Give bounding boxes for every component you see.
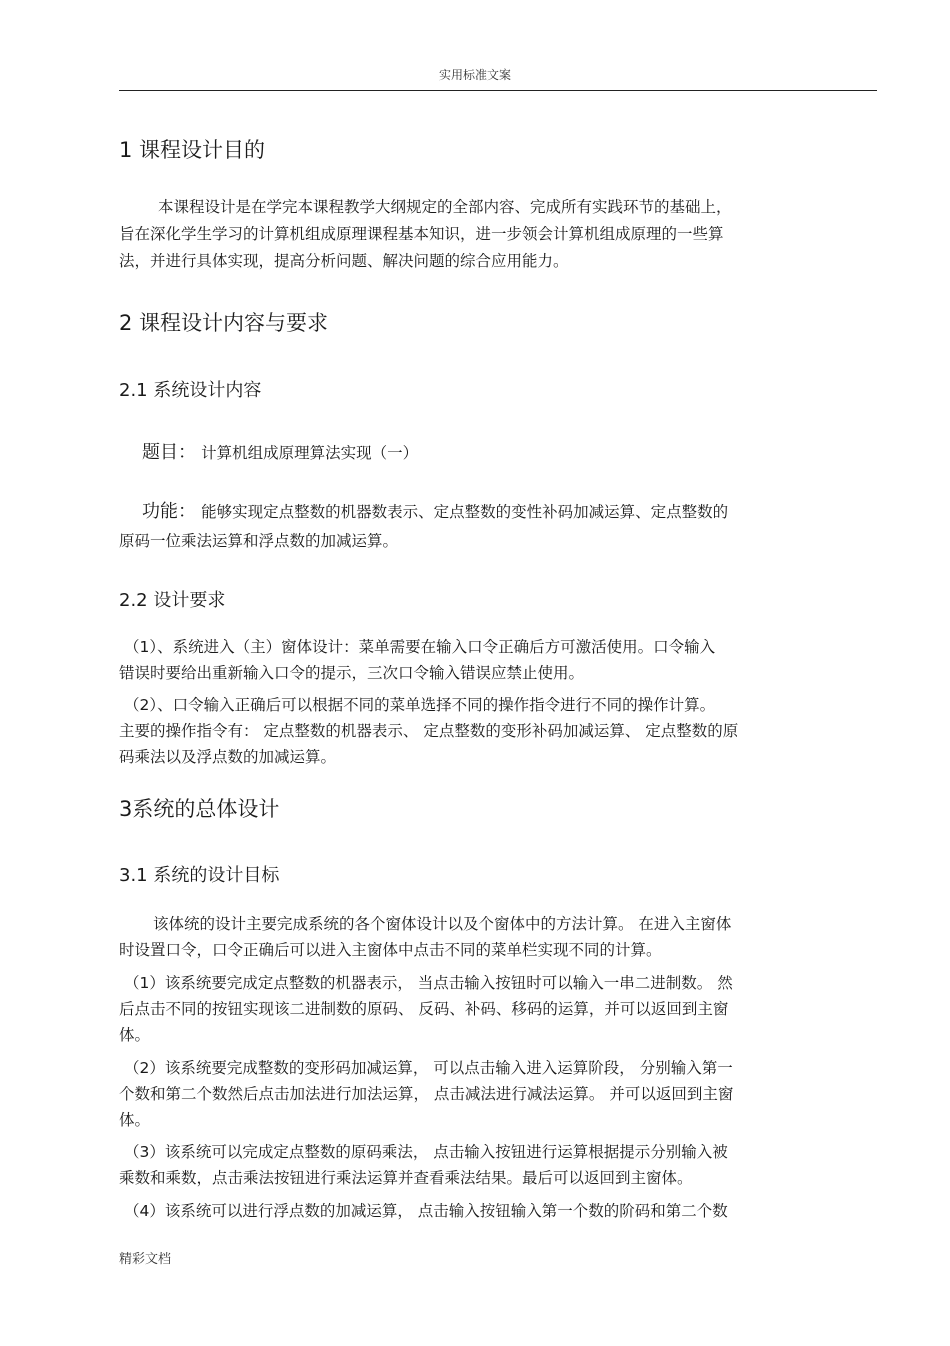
- paragraph-line: 旨在深化学生学习的计算机组成原理课程基本知识，进一步领会计算机组成原理的一些算: [119, 225, 724, 243]
- section-2-2-heading: 2.2 设计要求: [119, 590, 226, 611]
- section-1-heading: 1 课程设计目的: [119, 138, 266, 162]
- section-3-1-heading: 3.1 系统的设计目标: [119, 865, 280, 886]
- paragraph-line: 后点击不同的按钮实现该二进制数的原码、 反码、补码、移码的运算，并可以返回到主窗: [119, 1000, 729, 1018]
- paragraph-line: （2）该系统要完成整数的变形码加减运算， 可以点击输入进入运算阶段， 分别输入第一: [124, 1059, 733, 1077]
- function-text: 能够实现定点整数的机器数表示、定点整数的变性补码加减运算、定点整数的: [201, 503, 729, 521]
- topic-label: 题目：: [142, 442, 196, 463]
- function-line-2: 原码一位乘法运算和浮点数的加减运算。: [119, 532, 399, 550]
- design-item-4: [119, 1198, 864, 1224]
- paragraph-line: 法，并进行具体实现，提高分析问题、解决问题的综合应用能力。: [119, 252, 569, 270]
- design-item-1: [119, 970, 864, 1048]
- section-2-heading: 2 课程设计内容与要求: [119, 311, 329, 335]
- paragraph-line: 主要的操作指令有： 定点整数的机器表示、 定点整数的变形补码加减运算、 定点整数的原: [119, 722, 739, 740]
- function-label: 功能：: [142, 501, 196, 522]
- paragraph-line: （1）、系统进入（主）窗体设计：菜单需要在输入口令正确后方可激活使用。口令输入: [124, 638, 716, 656]
- section-3-1-intro: [119, 911, 864, 963]
- section-3-heading: 3系统的总体设计: [119, 797, 280, 821]
- paragraph-line: 体。: [119, 1111, 151, 1129]
- paragraph-line: （2）、口令输入正确后可以根据不同的菜单选择不同的操作指令进行不同的操作计算。: [124, 696, 716, 714]
- paragraph-line: 本课程设计是在学完本课程教学大纲规定的全部内容、完成所有实践环节的基础上，: [158, 198, 732, 216]
- design-item-3: [119, 1139, 864, 1191]
- topic-text: 计算机组成原理算法实现（一）: [201, 444, 419, 462]
- paragraph-line: 时设置口令，口令正确后可以进入主窗体中点击不同的菜单栏实现不同的计算。: [119, 941, 662, 959]
- paragraph-line: 码乘法以及浮点数的加减运算。: [119, 748, 337, 766]
- requirement-1: [119, 634, 859, 686]
- paragraph-line: 该体统的设计主要完成系统的各个窗体设计以及个窗体中的方法计算。 在进入主窗体: [153, 915, 732, 933]
- paragraph-line: （3）该系统可以完成定点整数的原码乘法， 点击输入按钮进行运算根据提示分别输入被: [124, 1143, 728, 1161]
- paragraph-line: （1）该系统要完成定点整数的机器表示， 当点击输入按钮时可以输入一串二进制数。 然: [124, 974, 733, 992]
- design-item-2: [119, 1055, 864, 1133]
- paragraph-line: 错误时要给出重新输入口令的提示，三次口令输入错误应禁止使用。: [119, 664, 585, 682]
- paragraph-line: 个数和第二个数然后点击加法进行加法运算， 点击减法进行减法运算。 并可以返回到主窗: [119, 1085, 734, 1103]
- section-2-1-heading: 2.1 系统设计内容: [119, 380, 262, 401]
- header-rule: [119, 90, 877, 91]
- requirement-2: [119, 692, 879, 770]
- paragraph-line: 乘数和乘数，点击乘法按钮进行乘法运算并查看乘法结果。最后可以返回到主窗体。: [119, 1169, 693, 1187]
- paragraph-line: 体。: [119, 1026, 151, 1044]
- paragraph-line: （4）该系统可以进行浮点数的加减运算， 点击输入按钮输入第一个数的阶码和第二个数: [124, 1202, 728, 1220]
- function-block: [119, 497, 859, 555]
- topic-line: [119, 438, 882, 464]
- section-1-paragraph: [119, 194, 859, 275]
- page-header: 实用标准文案: [438, 68, 511, 82]
- page-footer: 精彩文档: [119, 1252, 172, 1267]
